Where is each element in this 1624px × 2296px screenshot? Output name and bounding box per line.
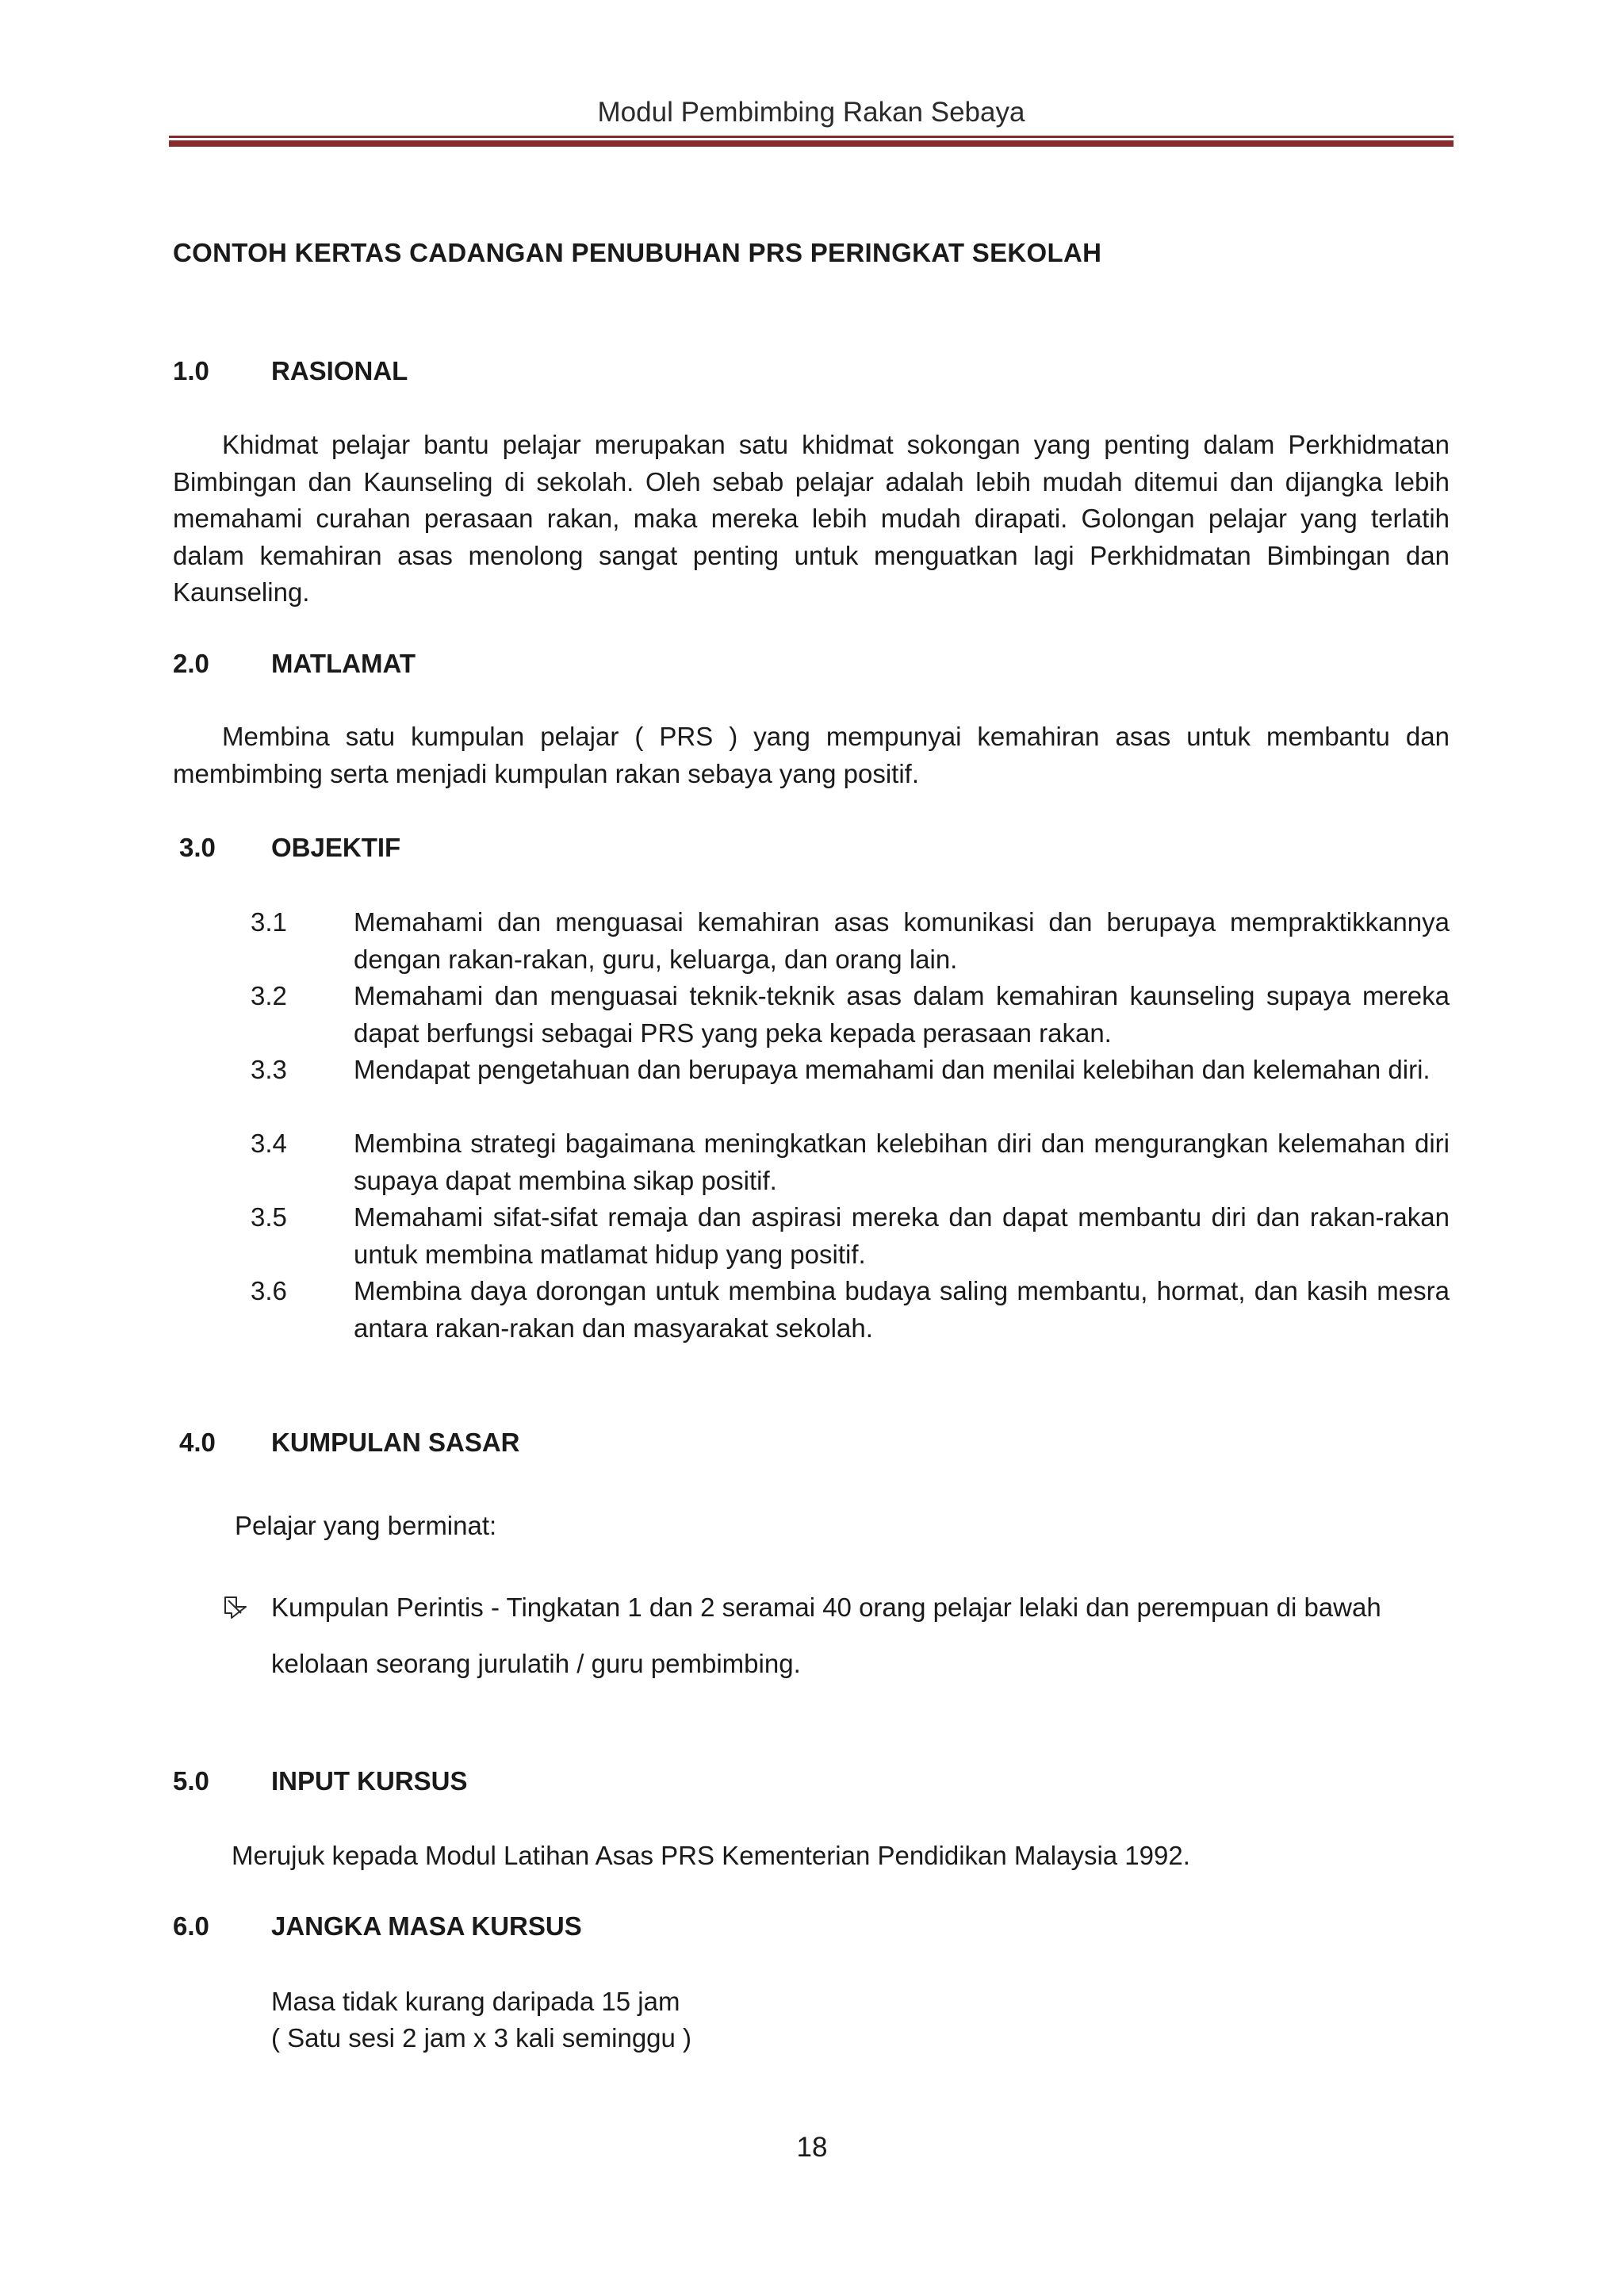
running-header: Modul Pembimbing Rakan Sebaya [597, 97, 1025, 128]
section-body: Membina satu kumpulan pelajar ( PRS ) yang mempunyai kemahiran asas untuk membantu dan membimbing serta menjadi kumpulan rakan sebaya yang positif. [173, 722, 1450, 788]
target-bullet-line-2: kelolaan seorang jurulatih / guru pembimbing. [271, 1649, 801, 1678]
objective-number: 3.6 [251, 1276, 287, 1305]
objective-number: 3.1 [251, 907, 287, 937]
objective-text: Memahami sifat-sifat remaja dan aspirasi mereka dan dapat membantu diri dan rakan-rakan untuk membina matlamat hidup yang positif. [354, 1202, 1450, 1269]
objective-text: Membina daya dorongan untuk membina budaya saling membantu, hormat, dan kasih mesra antara rakan-rakan dan masyarakat sekolah. [354, 1276, 1450, 1343]
document-title: CONTOH KERTAS CADANGAN PENUBUHAN PRS PERINGKAT SEKOLAH [173, 238, 1102, 267]
objective-text: Membina strategi bagaimana meningkatkan kelebihan diri dan mengurangkan kelemahan diri supaya dapat membina sikap positif. [354, 1129, 1450, 1195]
section-number: 2.0 [173, 649, 209, 678]
section-title: RASIONAL [271, 356, 408, 385]
objective-number: 3.2 [251, 981, 287, 1010]
section-number: 1.0 [173, 356, 209, 385]
header-rule-thin [169, 136, 1454, 138]
objective-text: Memahami dan menguasai teknik-teknik asas dalam kemahiran kaunseling supaya mereka dapat berfungsi sebagai PRS yang peka kepada perasaan rakan. [354, 981, 1450, 1048]
duration-line-1: Masa tidak kurang daripada 15 jam [271, 1987, 680, 2016]
objective-number: 3.3 [251, 1055, 287, 1084]
section-title: MATLAMAT [271, 649, 416, 678]
section-number: 4.0 [179, 1428, 216, 1457]
duration-line-2: ( Satu sesi 2 jam x 3 kali seminggu ) [271, 2023, 692, 2053]
section-title: JANGKA MASA KURSUS [271, 1911, 582, 1941]
page-number: 18 [796, 2132, 828, 2163]
section-body: Merujuk kepada Modul Latihan Asas PRS Kementerian Pendidikan Malaysia 1992. [232, 1841, 1190, 1870]
target-bullet-line-1: Kumpulan Perintis - Tingkatan 1 dan 2 seramai 40 orang pelajar lelaki dan perempuan di bawah [271, 1593, 1381, 1622]
arrow-bullet-icon [222, 1594, 249, 1621]
section-body: Khidmat pelajar bantu pelajar merupakan satu khidmat sokongan yang penting dalam Perkhidmatan Bimbingan dan Kaunseling di sekolah. Oleh sebab pelajar adalah lebih mudah ditemui dan dijangka lebih memahami curahan perasaan rakan, maka mereka lebih mudah dirapati. Golongan pelajar yang terlatih dalam kemahiran asas menolong sangat penting untuk menguatkan lagi Perkhidmatan Bimbingan dan Kaunseling. [173, 430, 1450, 607]
section-title: INPUT KURSUS [271, 1766, 468, 1796]
section-number: 6.0 [173, 1911, 209, 1941]
section-title: KUMPULAN SASAR [271, 1428, 520, 1457]
section-title: OBJEKTIF [271, 833, 401, 862]
objective-number: 3.5 [251, 1202, 287, 1232]
section-number: 3.0 [179, 833, 216, 862]
objective-text: Mendapat pengetahuan dan berupaya memahami dan menilai kelebihan dan kelemahan diri. [354, 1055, 1431, 1084]
target-intro: Pelajar yang berminat: [235, 1511, 497, 1540]
objective-number: 3.4 [251, 1129, 287, 1158]
objective-text: Memahami dan menguasai kemahiran asas komunikasi dan berupaya mempraktikkannya dengan rakan-rakan, guru, keluarga, dan orang lain. [354, 907, 1450, 974]
section-number: 5.0 [173, 1766, 209, 1796]
header-rule-thick [169, 140, 1454, 147]
